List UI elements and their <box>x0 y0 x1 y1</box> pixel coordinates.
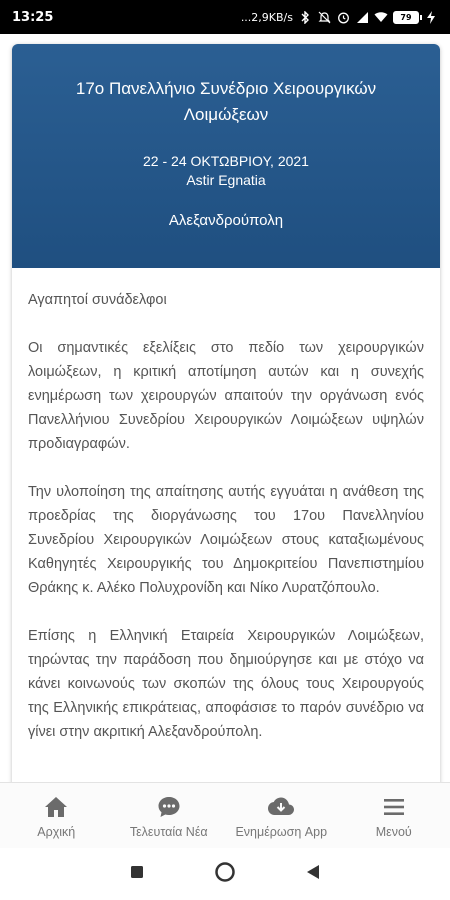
home-button[interactable] <box>214 861 236 888</box>
welcome-card <box>12 44 440 782</box>
status-bar <box>0 0 450 34</box>
signal-icon <box>355 10 369 24</box>
chat-icon <box>157 795 181 819</box>
nav-latest-news[interactable] <box>113 783 226 848</box>
nav-menu-label: Μενού <box>375 825 412 839</box>
menu-icon <box>383 795 405 819</box>
conference-city: Αλεξανδρούπολη <box>168 212 284 229</box>
nav-latest-news-label: Τελευταία Νέα <box>129 825 208 839</box>
cloud-download-icon <box>267 795 295 819</box>
status-time: 13:25 <box>12 9 54 25</box>
nav-home[interactable] <box>0 783 113 848</box>
bottom-navigation <box>0 782 450 848</box>
wifi-icon <box>374 10 388 24</box>
conference-venue: Astir Egnatia <box>186 172 266 188</box>
network-speed: ...2,9KB/s <box>240 10 293 24</box>
paragraph: Την υλοποίηση της απαίτησης αυτής εγγυάται η ανάθεση της προεδρίας της διοργάνωσης του 17ου Πανελληνίου Συνεδρίου Χειρουργικών Λοιμώξεων στους καταξιωμένους Καθηγητές Χειρουργικής του Δημοκριτείου Πανεπιστημίου Θράκης κ. Αλέκο Πολυχρονίδη και Νίκο Λυρατζόπουλο. <box>28 484 424 596</box>
conference-banner <box>12 44 440 268</box>
system-navigation-bar <box>0 848 450 900</box>
bluetooth-icon <box>298 10 312 24</box>
paragraph: Οι σημαντικές εξελίξεις στο πεδίο των χειρουργικών λοιμώξεων, η κριτική αποτίμηση αυτών και η συνεχής ενημέρωση των χειρουργών απαιτούν την οργάνωση ενός Πανελλήνιου Συνεδρίου Χειρουργικών Λοιμώξεων υψηλών προδιαγραφών. <box>28 340 424 452</box>
conference-dates: 22 - 24 ΟΚΤΩΒΡΙΟΥ, 2021 <box>143 153 309 169</box>
nav-menu[interactable] <box>338 783 450 848</box>
conference-title: 17ο Πανελλήνιο Συνέδριο Χειρουργικών Λοιμώξεων <box>75 79 377 124</box>
welcome-text <box>12 268 440 744</box>
content-area[interactable] <box>0 34 450 782</box>
battery-icon: 79 <box>393 11 419 24</box>
charging-icon <box>424 10 438 24</box>
alarm-icon <box>336 10 350 24</box>
back-button[interactable] <box>306 864 320 885</box>
mute-icon <box>317 10 331 24</box>
nav-home-label: Αρχική <box>37 825 76 839</box>
nav-app-update-label: Ενημέρωση App <box>235 825 328 839</box>
nav-app-update[interactable] <box>225 783 338 848</box>
home-icon <box>44 795 68 819</box>
recents-button[interactable] <box>130 865 144 884</box>
paragraph: Επίσης η Ελληνική Εταιρεία Χειρουργικών Λοιμώξεων, τηρώντας την παράδοση που δημιούργησε και με στόχο να κάνει κοινωνούς των σκοπών της όλους τους Χειρουργούς της Ελληνικής επικράτειας, αποφάσισε το παρόν συνέδριο να γίνει στην ακριτική Αλεξανδρούπολη. <box>28 628 424 740</box>
greeting: Αγαπητοί συνάδελφοι <box>28 292 167 308</box>
status-icons <box>241 10 438 24</box>
